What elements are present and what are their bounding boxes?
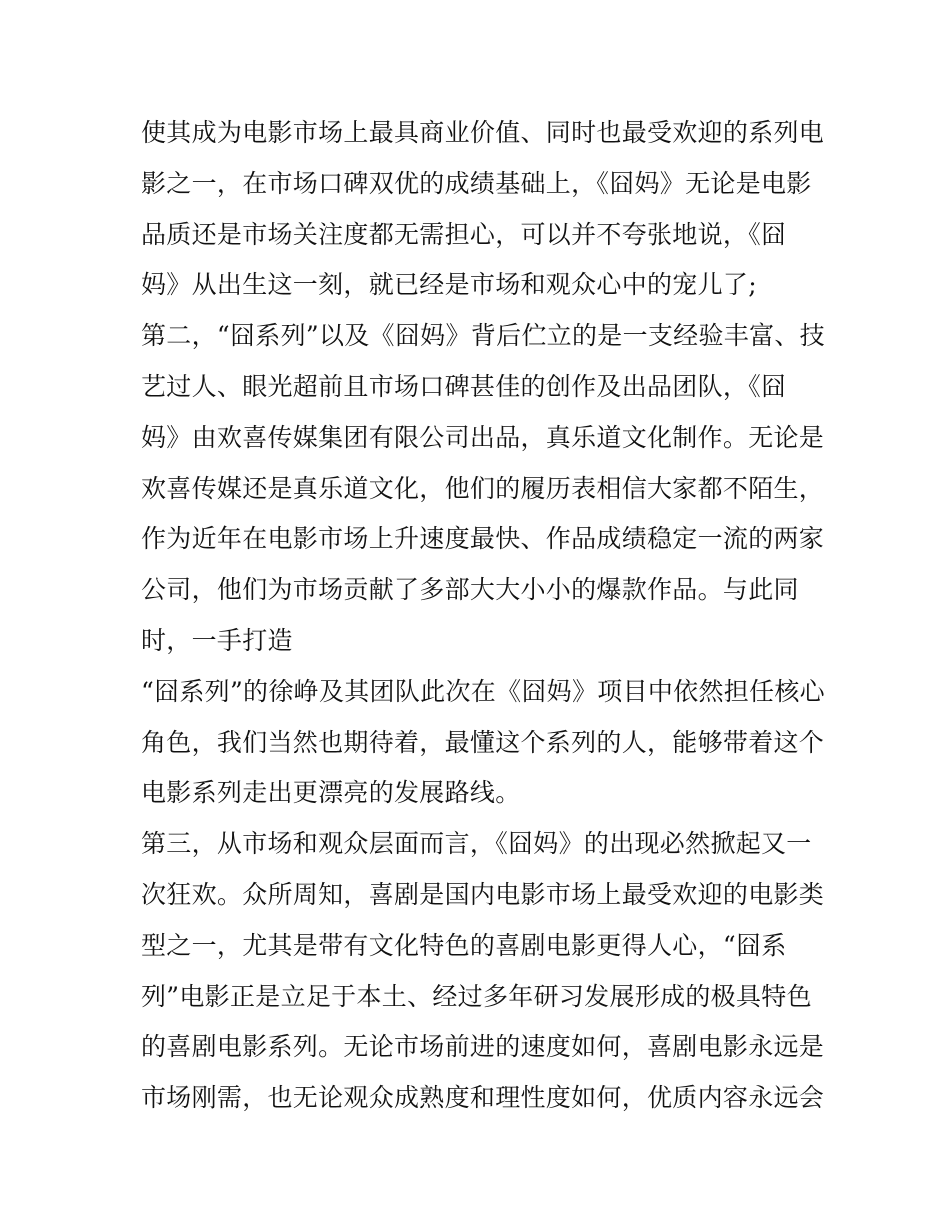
text-line: 使其成为电影市场上最具商业价值、同时也最受欢迎的系列电 [141,118,825,147]
text-line: 角色，我们当然也期待着，最懂这个系列的人，能够带着这个 [141,727,825,757]
text-line: 市场刚需，也无论观众成熟度和理性度如何，优质内容永远会 [141,1083,825,1113]
text-line: 妈》从出生这一刻，就已经是市场和观众心中的宠儿了; [141,270,757,300]
text-line: 欢喜传媒还是真乐道文化，他们的履历表相信大家都不陌生， [141,473,825,503]
text-line: 影之一，在市场口碑双优的成绩基础上，《囧妈》无论是电影 [141,168,812,198]
text-line: 第三，从市场和观众层面而言，《囧妈》的出现必然掀起又一 [141,829,812,859]
text-line: 时，一手打造 [141,625,293,655]
text-line: 公司，他们为市场贡献了多部大大小小的爆款作品。与此同 [141,575,799,605]
text-line: 列”电影正是立足于本土、经过多年研习发展形成的极具特色 [141,981,812,1011]
body-text [141,108,825,1124]
text-line: 品质还是市场关注度都无需担心，可以并不夸张地说，《囧 [141,219,787,249]
text-line: 电影系列走出更漂亮的发展路线。 [141,778,521,808]
text-line: 的喜剧电影系列。无论市场前进的速度如何，喜剧电影永远是 [141,1032,825,1062]
text-line: “囧系列”的徐峥及其团队此次在《囧妈》项目中依然担任核心 [141,676,825,706]
text-line: 作为近年在电影市场上升速度最快、作品成绩稳定一流的两家 [141,524,825,554]
text-line: 型之一，尤其是带有文化特色的喜剧电影更得人心，“囧系 [141,930,787,960]
text-line: 艺过人、眼光超前且市场口碑甚佳的创作及出品团队，《囧 [141,371,787,401]
text-line: 第二，“囧系列”以及《囧妈》背后伫立的是一支经验丰富、技 [141,321,825,351]
text-line: 次狂欢。众所周知，喜剧是国内电影市场上最受欢迎的电影类 [141,879,825,909]
text-line: 妈》由欢喜传媒集团有限公司出品，真乐道文化制作。无论是 [141,422,825,452]
